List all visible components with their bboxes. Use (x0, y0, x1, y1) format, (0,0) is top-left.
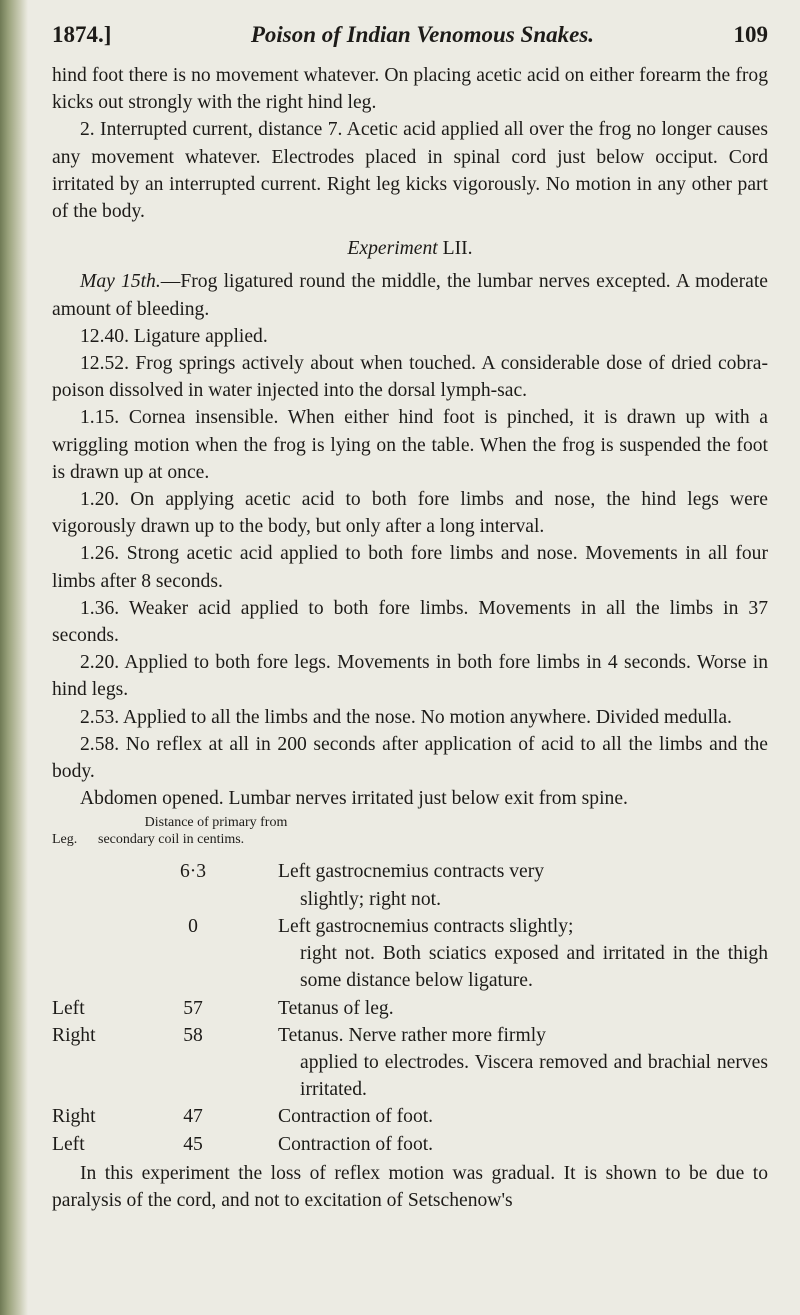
cell-leg (52, 913, 148, 995)
observation-line: Contraction of foot. (278, 1106, 434, 1128)
experiment-heading (52, 235, 768, 262)
paragraph: 2. Interrupted current, distance 7. Acetic acid applied all over the frog no longer causes any movement whatever. Electrodes placed in spinal cord just below occiput. Cord irritated by an interrupted current. Right leg kicks vigorously. No motion in any other part of the body. (52, 119, 768, 223)
log-entry: 2.58. No reflex at all in 200 seconds after application of acid to all the limbs and the body. (52, 733, 768, 783)
header-title: Poison of Indian Venomous Snakes. (250, 22, 595, 47)
page-number: 109 (733, 22, 768, 47)
table-row (52, 1103, 768, 1130)
cell-distance: 6·3 (179, 861, 207, 883)
book-page (52, 22, 768, 1214)
log-entry: 2.20. Applied to both fore legs. Movements in both fore limbs in 4 seconds. Worse in hind legs. (52, 652, 768, 701)
cell-observation (278, 858, 768, 912)
cell-distance: 57 (183, 997, 203, 1019)
experiment-number: LII. (442, 238, 473, 260)
table-header-distance: Distance of primary from (144, 815, 288, 831)
log-entry: 2.53. Applied to all the limbs and the nose. No motion anywhere. Divided medulla. (80, 706, 732, 728)
experiment-label: Experiment (347, 238, 438, 260)
table-row (52, 1131, 768, 1158)
log-entry: 12.40. Ligature applied. (80, 325, 268, 347)
table-header (52, 814, 768, 858)
book-binding-edge (0, 0, 28, 1315)
table-row (52, 858, 768, 912)
observation-line: Tetanus of leg. (278, 997, 394, 1019)
table-header-leg: Leg. (52, 832, 78, 848)
observation-line: Contraction of foot. (278, 1133, 434, 1155)
observation-continuation: slightly; right not. (300, 888, 441, 910)
date-entry-text: —Frog ligatured round the middle, the lumbar nerves excepted. A moderate amount of bleeding. (52, 271, 768, 320)
running-header (52, 22, 768, 58)
table-row (52, 913, 768, 995)
observation-line: Left gastrocnemius contracts slightly; (278, 915, 574, 937)
log-entry: 12.52. Frog springs actively about when touched. A considerable dose of dried cobra-poison dissolved in water injected into the dorsal lymph-sac. (52, 353, 768, 402)
cell-observation (278, 1103, 768, 1130)
log-entry: Abdomen opened. Lumbar nerves irritated just below exit from spine. (80, 788, 628, 810)
cell-distance: 47 (183, 1106, 203, 1128)
observation-continuation: applied to electrodes. Viscera removed and brachial nerves irritated. (300, 1051, 768, 1101)
log-entry: 1.36. Weaker acid applied to both fore limbs. Movements in all the limbs in 37 seconds. (52, 597, 768, 647)
closing-paragraph: In this experiment the loss of reflex motion was gradual. It is shown to be due to paralysis of the cord, and not to excitation of Setschenow's (52, 1162, 768, 1211)
cell-leg: Left (52, 997, 85, 1019)
date-paragraph (52, 268, 768, 322)
header-year: 1874.] (52, 22, 112, 47)
table-row (52, 1022, 768, 1104)
closing-paragraph-block (52, 1160, 768, 1214)
observation-table (52, 858, 768, 1157)
cell-observation (278, 913, 768, 995)
body-text (52, 62, 768, 812)
table-row (52, 995, 768, 1022)
table-header-coil: secondary coil in centims. (98, 832, 245, 848)
cell-leg (52, 858, 148, 912)
cell-leg: Right (52, 1024, 96, 1046)
cell-distance: 0 (188, 915, 198, 937)
paragraph: hind foot there is no movement whatever. On placing acetic acid on either forearm the frog kicks out strongly with the right hind leg. (52, 65, 768, 114)
cell-observation (278, 1022, 768, 1104)
cell-observation (278, 1131, 768, 1158)
log-entry: 1.20. On applying acetic acid to both fore limbs and nose, the hind legs were vigorously drawn up to the body, but only after a long interval. (52, 489, 768, 538)
entry-date: May 15th. (80, 271, 161, 293)
cell-leg: Left (52, 1133, 85, 1155)
cell-distance: 45 (183, 1133, 203, 1155)
observation-continuation: right not. Both sciatics exposed and irritated in the thigh some distance below ligature. (300, 943, 768, 992)
observation-line: Left gastrocnemius contracts very (278, 861, 545, 883)
cell-observation (278, 995, 768, 1022)
cell-leg: Right (52, 1106, 96, 1128)
observation-line: Tetanus. Nerve rather more firmly (278, 1024, 546, 1046)
cell-distance: 58 (183, 1024, 203, 1046)
log-entry: 1.26. Strong acetic acid applied to both fore limbs and nose. Movements in all four limbs after 8 seconds. (52, 543, 768, 592)
log-entry: 1.15. Cornea insensible. When either hind foot is pinched, it is drawn up with a wriggling motion when the frog is lying on the table. When the frog is suspended the foot is drawn up at once. (52, 407, 768, 483)
